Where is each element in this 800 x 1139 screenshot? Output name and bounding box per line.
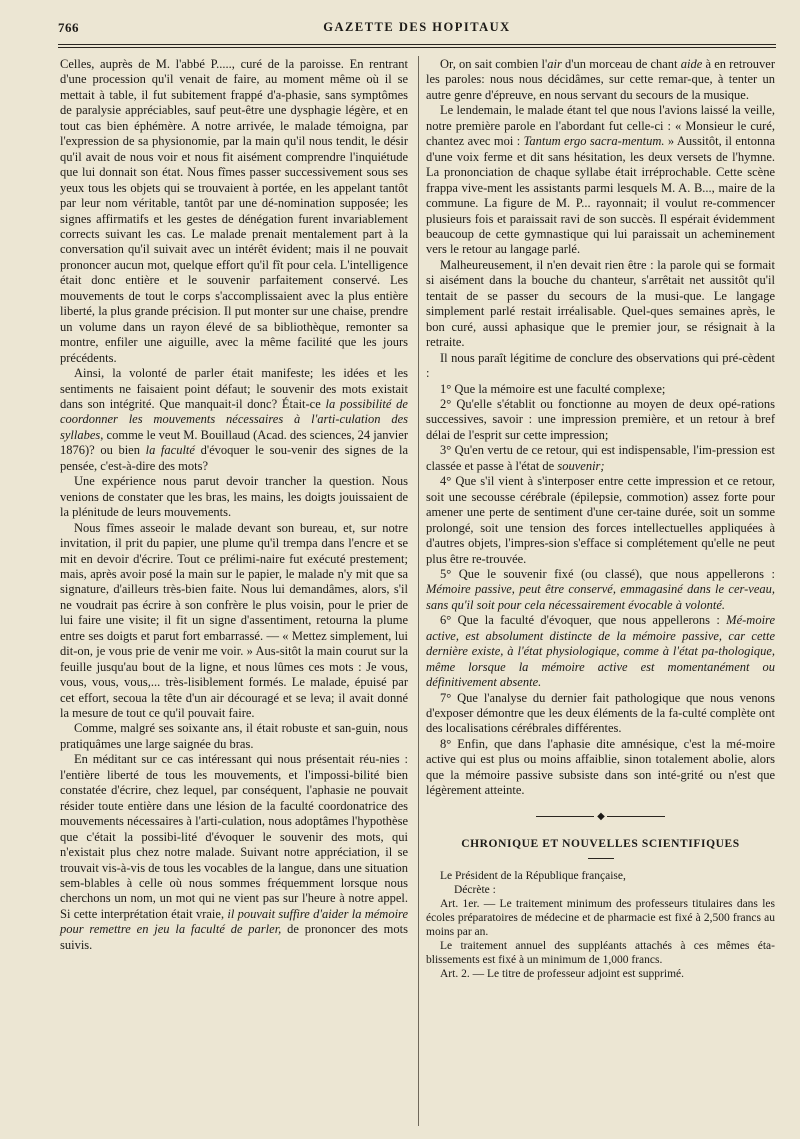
paragraph: Le lendemain, le malade étant tel que nous l'avions laissé la veille, notre première parole en l'abordant fut celle-ci : « Monsieur le curé, chantez avec moi : Tantum ergo sacra-mentum. » Aussitôt, il entonna d'une voix ferme et dit sans hésitation, les deux versets de l'hymne. La prononciation de chaque syllabe était irréprochable. Cette scène frappa vive-ment les assistants parmi lesquels M. A. B..., maire de la commune. La figure de M. P... rayonnait; il voulut re-commencer plusieurs fois et paraissait ravi de son succès. Il espérait évidemment beaucoup de cette gymnastique qui lui paraissait un acheminement vers le retour au langage parlé. xyxy=(426,103,775,257)
decree-line: Le Président de la République française, xyxy=(440,870,626,883)
paragraph: Nous fîmes asseoir le malade devant son bureau, et, sur notre invitation, il prit du papier, une plume qu'il trempa dans l'encre et se mit en devoir d'écrire. Tout ce prélimi-naire fut exécuté prestement; mais, après avoir posé la main sur le papier, le malade n'y mit que sa signature, d'ailleurs très-bien faite. Nous lui demandâmes, alors, s'il ne voudrait pas écrire à son confrère le plus voisin, pour le prier de lui faire une visite; il fit un signe d'assentiment, retourna la plume entre ses doigts et parut fort embarrassé. — « Mettez simplement, lui dit-on, je vous prie de venir me voir. » Aus-sitôt la main courut sur la feuille jusqu'au bout de la ligne, et nous lûmes ces mots : Je vous, vous, vous, vous,... très-lisiblement formés. Le malade, épuisé par cet effort, secoua la tête d'un air découragé et se leva; il avait donné la mesure de tout ce qu'il pouvait faire. xyxy=(60,520,408,721)
page-header xyxy=(58,20,776,40)
decree-article: Art. 1er. — Le traitement minimum des professeurs titulaires dans les écoles préparatoires de médecine et de pharmacie est fixé à 2,500 francs au moins par an. xyxy=(426,898,775,939)
conclusion-item: 8° Enfin, que dans l'aphasie dite amnésique, c'est la mé-moire active qui est plus ou moins affaiblie, sinon totalement abolie, alors que la mémoire passive subsiste dans son inté-grité ou n'est que légèrement atteinte. xyxy=(426,736,775,798)
conclusion-item: 1° Que la mémoire est une faculté complexe; xyxy=(440,381,666,396)
page-number: 766 xyxy=(58,20,79,35)
paragraph: Or, on sait combien l'air d'un morceau de chant aide à en retrouver les paroles: nous nous décidâmes, sur cette remar-que, à tenter un autre genre d'épreuve, en nous servant du secours de la musique. xyxy=(426,57,775,102)
section-ornament: ◆ xyxy=(426,813,775,821)
title-rule xyxy=(588,858,614,859)
journal-title: GAZETTE DES HOPITAUX xyxy=(323,20,511,34)
column-divider xyxy=(418,56,419,1126)
paragraph: Ainsi, la volonté de parler était manifeste; les idées et les sentiments ne faisaient point défaut; le souvenir des mots existait dans son intégrité. Que manquait-il donc? Était-ce la possibilité de coordonner les mouvements nécessaires à l'arti-culation des syllabes, comme le veut M. Bouillaud (Acad. des sciences, 24 janvier 1876)? ou bien la faculté d'évoquer le sou-venir des signes de la pensée, c'est-à-dire des mots? xyxy=(60,366,408,473)
paragraph: En méditant sur ce cas intéressant qui nous présentait réu-nies : l'entière liberté de tous les mouvements, et l'impossi-bilité bien constatée d'écrire, chez lequel, par conséquent, l'aphasie ne pouvait résider toute entière dans une lésion de la faculté coordonatrice des mouvements nécessaires à l'arti-culation, nous adoptâmes l'hypothèse que c'était la possibi-lité d'évoquer le souvenir des mots, qui n'existait plus chez notre malade. Suivant notre appréciation, il se trouvait vis-à-vis de tous les vocables de la langue, dans une situation sem-blables à celle où nous sommes fréquemment lorsque nous cherchons un nom, un mot qui ne vient pas sur l'heure à notre appel. Si cette interprétation était vraie, il pouvait suffire d'aider la mémoire pour remettre en jeu la faculté de parler, de prononcer des mots suivis. xyxy=(60,752,408,952)
paragraph: Comme, malgré ses soixante ans, il était robuste et san-guin, nous pratiquâmes une large saignée du bras. xyxy=(60,721,408,751)
paragraph: Celles, auprès de M. l'abbé P....., curé de la paroisse. En rentrant d'une procession qu'il venait de faire, au moment même où il se mettait à table, il fut subitement frappé d'a-phasie, sans symptômes de paralysie appréciables, sauf peut-être une dysphagie légère, et en tout cas bien éphémère. A notre arrivée, le malade témoigna, par l'expression de sa physionomie, par la main qu'il nous tendit, le désir qu'il avait de nous voir et nous fit aisément comprendre l'inquiétude que lui donnait son état. Nous fîmes passer successivement sous ses yeux tous les objets qui se trouvaient à portée, en les appelant tantôt par leur nom véritable, tantôt par une dé-nomination supposée; les signes affirmatifs et les gestes de dénégation furent invariablement corrects suivant les cas. Le malade prenait mentalement part à la conversation qu'il suivait avec un intérêt évident; mais il ne pouvait prononcer aucun mot, quelque effort qu'il fît pour cela. L'intelligence était donc entière et le souvenir parfaitement conservé. Les mouvements de tout le corps s'accomplissaient avec la plus entière liberté, la plus grande précision. Il put monter sur une chaise, prendre un volume dans un rayon élevé de sa bibliothèque, remonter sa montre, enfiler une aiguille, avec la même facilité que les jours précédents. xyxy=(60,57,408,365)
header-rule xyxy=(58,44,776,45)
decree-text xyxy=(426,869,775,981)
conclusion-item: 7° Que l'analyse du dernier fait pathologique que nous venons d'exposer démontre que les deux éléments de la fa-culté complète ont des localisations cérébrales différentes. xyxy=(426,690,775,736)
conclusion-item: 3° Qu'en vertu de ce retour, qui est indispensable, l'im-pression est classée et passe à l'état de souvenir; xyxy=(426,443,775,473)
left-column xyxy=(60,57,408,953)
decree-article: Art. 2. — Le titre de professeur adjoint est supprimé. xyxy=(440,968,684,981)
paragraph: Une expérience nous parut devoir trancher la question. Nous venions de constater que les bras, les mains, les doigts jouissaient de la plénitude de leurs mouvements. xyxy=(60,474,408,520)
decree-article: Le traitement annuel des suppléants attachés à ces mêmes éta-blissements est fixé à un minimum de 1,000 francs. xyxy=(426,940,775,967)
conclusion-item: 2° Qu'elle s'établit ou fonctionne au moyen de deux opé-rations successives, savoir : une impression première, et un retour à bref délai de l'esprit sur cette impression; xyxy=(426,396,775,442)
paragraph: Il nous paraît légitime de conclure des observations qui pré-cèdent : xyxy=(426,350,775,381)
header-rule-double xyxy=(58,47,776,48)
decree-line: Décrète : xyxy=(454,884,496,897)
conclusion-item: 5° Que le souvenir fixé (ou classé), que nous appellerons : Mémoire passive, peut être conservé, emmagasiné dans le cer-veau, sans qu'il soit pour cela nécessairement évocable à volonté. xyxy=(426,566,775,612)
right-column xyxy=(426,57,775,981)
conclusion-item: 6° Que la faculté d'évoquer, que nous appellerons : Mé-moire active, est absolument distincte de la mémoire passive, car cette dernière existe, à l'état physiologique, comme à l'état pa-thologique, même lorsque la mémoire active est momentanément ou définitivement absente. xyxy=(426,613,775,690)
conclusion-item: 4° Que s'il vient à s'interposer entre cette impression et ce retour, soit une secousse cérébrale (épilepsie, commotion) assez forte pour amener une perte de sentiment d'une cer-taine durée, soit un somme prolongé, soit une tension des forces intellectuelles appliquées à d'autres objets, l'impres-sion s'efface si complétement qu'elle ne peut plus être re-trouvée. xyxy=(426,474,775,566)
paragraph: Malheureusement, il n'en devait rien être : la parole qui se formait si aisément dans la bouche du chanteur, s'arrêtait net aussitôt qu'il tentait de se passer du secours de la musi-que. Le langage simplement parlé restait irréalisable. Quel-ques semaines après, le bon curé, aussi aphasique que le premier jour, se résignait à la retraite. xyxy=(426,257,775,350)
section-title: CHRONIQUE ET NOUVELLES SCIENTIFIQUES xyxy=(461,838,740,851)
